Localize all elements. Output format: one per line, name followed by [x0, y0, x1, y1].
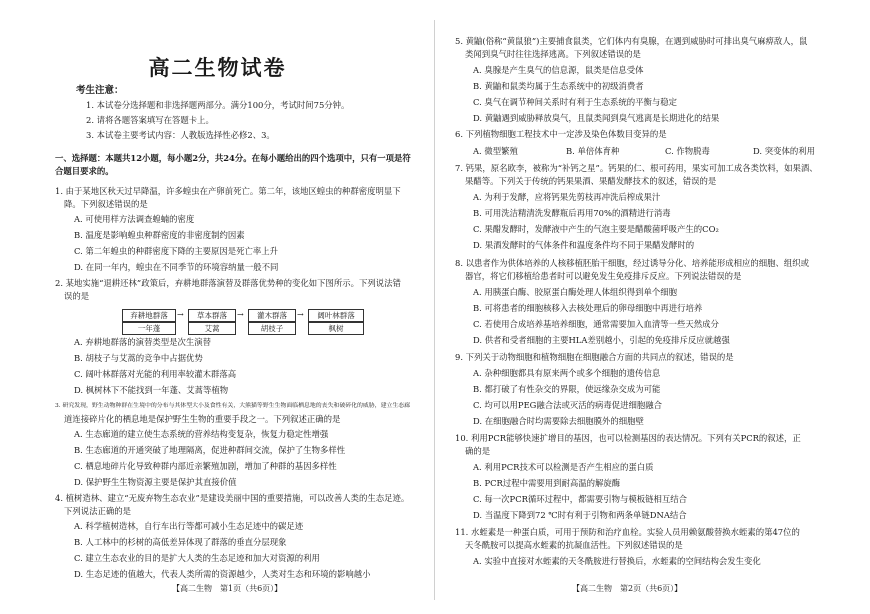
q6-option: A. 微型繁殖 — [473, 146, 518, 156]
q7-option: A. 为利于发酵，应将钙果先剪枝再冲洗后榨成果汁 — [473, 192, 661, 202]
exam-title: 高二生物试卷 — [148, 55, 287, 80]
section-heading: 合题目要求的。 — [55, 166, 114, 176]
q7-stem: 果醋等。下列关于传统的钙果果酒、果醋发酵技术的叙述，错误的是 — [465, 176, 717, 186]
dominant-species-box: 枫树 — [308, 322, 364, 335]
q9-option: D. 在细胞融合时均需要除去细胞膜外的细胞壁 — [473, 416, 644, 426]
q8-stem: 8. 以患者作为供体培养的人核移植胚胎干细胞，经过诱导分化、培养能形成相应的细胞、组织或 — [455, 258, 810, 268]
q6-option: B. 单倍体育种 — [566, 146, 620, 156]
q5-option: D. 黄鼬遇到威胁释放臭气，且鼠类闻到臭气逃离是长期进化的结果 — [473, 113, 720, 123]
q9-option: A. 杂种细胞都具有原来两个或多个细胞的遗传信息 — [473, 368, 661, 378]
q11-stem: 天冬酰胺可以提高水蛭素的抗凝血活性。下列叙述错误的是 — [465, 540, 683, 550]
q3-option: D. 保护野生生物资源主要是保护其直接价值 — [74, 477, 237, 487]
q11-stem: 11. 水蛭素是一种蛋白质，可用于预防和治疗血栓。实验人员用赖氨酸替换水蛭素的第47位的 — [455, 527, 800, 537]
q9-option: B. 都打破了有性杂交的界限，使远缘杂交成为可能 — [473, 384, 661, 394]
q11-option: A. 实验中直接对水蛭素的天冬酰胺进行替换后，水蛭素的空间结构会发生变化 — [473, 556, 761, 566]
arrow-icon: → — [297, 310, 304, 319]
q1-option: C. 第二年蝗虫的种群密度下降的主要原因是死亡率上升 — [74, 246, 279, 256]
q6-option: C. 作物脱毒 — [665, 146, 710, 156]
q1-stem: 1. 由于某地区秋天过早降温，许多蝗虫在产卵前死亡。第二年，该地区蝗虫的种群密度明显下 — [55, 186, 401, 196]
dominant-species-box: 胡枝子 — [248, 322, 296, 335]
q10-option: C. 每一次PCR循环过程中，都需要引物与模板链相互结合 — [473, 494, 688, 504]
q3-stem: 道连接碎片化的栖息地是保护野生生物的重要手段之一。下列叙述正确的是 — [64, 414, 341, 424]
arrow-icon: → — [237, 310, 244, 319]
q1-option: A. 可使用样方法调查蝗蝻的密度 — [74, 214, 195, 224]
q7-option: B. 可用洗洁精清洗发酵瓶后再用70%的酒精进行消毒 — [473, 208, 671, 218]
page-footer: 【高二生物 第2页（共6页）】 — [572, 584, 683, 593]
q2-stem: 2. 某地实施“退耕还林”政策后，弃耕地群落演替及群落优势种的变化如下图所示。下列说法错 — [55, 278, 401, 288]
q4-option: D. 生态足迹的值越大，代表人类所需的资源越少，人类对生态和环境的影响越小 — [74, 569, 371, 579]
q10-option: A. 利用PCR技术可以检测是否产生相应的蛋白质 — [473, 462, 654, 472]
q8-option: A. 用胰蛋白酶、胶原蛋白酶处理人体组织得到单个细胞 — [473, 287, 677, 297]
notice-item: 3. 本试卷主要考试内容：人教版选择性必修2、3。 — [86, 130, 275, 140]
q5-option: B. 黄鼬和鼠类均属于生态系统中的初级消费者 — [473, 81, 644, 91]
q1-stem: 降。下列叙述错误的是 — [64, 199, 148, 209]
arrow-icon: → — [177, 310, 184, 319]
q8-option: B. 可将患者的细胞核移入去核处理后的卵母细胞中再进行培养 — [473, 303, 703, 313]
q10-option: D. 当温度下降到72 ℃时有利于引物和两条单链DNA结合 — [473, 510, 687, 520]
q5-option: A. 臭腺是产生臭气的信息源，鼠类是信息受体 — [473, 65, 644, 75]
q1-option: B. 温度是影响蝗虫种群密度的非密度制约因素 — [74, 230, 245, 240]
q3-option: C. 栖息地碎片化导致种群内部近亲繁殖加剧，增加了种群的基因多样性 — [74, 461, 337, 471]
q4-option: A. 科学植树造林，自行车出行等都可减小生态足迹中的碳足迹 — [74, 521, 304, 531]
q10-stem: 10. 利用PCR能够快速扩增目的基因，也可以检测基因的表达情况。下列有关PCR的叙述，正 — [455, 433, 801, 443]
stage-box: 灌木群落 — [248, 309, 296, 322]
q2-stem: 误的是 — [64, 291, 90, 301]
q7-option: D. 果酒发酵时的气体条件和温度条件均不同于果醋发酵时的 — [473, 240, 695, 250]
q4-stem: 下列说法正确的是 — [64, 506, 131, 516]
q4-option: B. 人工林中的杉树的高低差异体现了群落的垂直分层现象 — [74, 537, 287, 547]
q5-stem: 5. 黄鼬(俗称“黄鼠狼”)主要捕食鼠类，它们体内有臭腺，在遇到威胁时可排出臭气麻痹敌人，鼠 — [455, 36, 808, 46]
q4-stem: 4. 植树造林、建立“无废弃物生态农业”是建设美丽中国的重要措施，可以改善人类的生态足迹。 — [55, 493, 410, 503]
notice-item: 1. 本试卷分选择题和非选择题两部分。满分100分，考试时间75分钟。 — [86, 100, 350, 110]
stage-box: 阔叶林群落 — [308, 309, 364, 322]
q6-stem: 6. 下列植物细胞工程技术中一定涉及染色体数目变异的是 — [455, 129, 667, 139]
stage-box: 弃耕地群落 — [122, 309, 176, 322]
q3-option: B. 生态廊道的开通突破了地理隔离，促进种群间交流，保护了生物多样性 — [74, 445, 346, 455]
dominant-species-box: 艾蒿 — [188, 322, 236, 335]
q2-option: D. 枫树林下不能找到一年蓬、艾蒿等植物 — [74, 385, 229, 395]
section-heading: 一、选择题：本题共12小题，每小题2分，共24分。在每小题给出的四个选项中，只有一项是符 — [55, 153, 411, 163]
q5-option: C. 臭气在调节种间关系时有利于生态系统的平衡与稳定 — [473, 97, 678, 107]
q6-option: D. 突变体的利用 — [753, 146, 815, 156]
q8-option: D. 供者和受者细胞的主要HLA差别越小，引起的免疫排斥反应就越强 — [473, 335, 730, 345]
notice-heading: 考生注意： — [76, 85, 124, 96]
stage-box: 草本群落 — [188, 309, 236, 322]
q10-stem: 确的是 — [465, 446, 491, 456]
q2-option: A. 弃耕地群落的演替类型是次生演替 — [74, 337, 211, 347]
q9-stem: 9. 下列关于动物细胞和植物细胞在细胞融合方面的共同点的叙述，错误的是 — [455, 352, 734, 362]
q4-option: C. 建立生态农业的目的是扩大人类的生态足迹和加大对资源的利用 — [74, 553, 320, 563]
q8-option: C. 若使用合成培养基培养细胞，通常需要加入血清等一些天然成分 — [473, 319, 719, 329]
q3-option: A. 生态廊道的建立使生态系统的营养结构变复杂，恢复力稳定性增强 — [74, 429, 329, 439]
page-right — [435, 0, 870, 614]
q1-option: D. 在同一年内，蝗虫在不同季节的环境容纳量一般不同 — [74, 262, 279, 272]
q7-stem: 7. 钙果，原名欧李，被称为“补钙之星”。钙果的仁、根可药用，果实可加工成各类饮料，如果酒、 — [455, 163, 818, 173]
q9-option: C. 均可以用PEG融合法或灭活的病毒促进细胞融合 — [473, 400, 662, 410]
dominant-species-box: 一年蓬 — [122, 322, 176, 335]
q7-option: C. 果醋发酵时，发酵液中产生的气泡主要是醋酸菌呼吸产生的CO₂ — [473, 224, 719, 234]
q8-stem: 器官，将它们移植给患者时可以避免发生免疫排斥反应。下列说法错误的是 — [465, 271, 742, 281]
q10-option: B. PCR过程中需要用到耐高温的解旋酶 — [473, 478, 621, 488]
notice-item: 2. 请将各题答案填写在答题卡上。 — [86, 115, 214, 125]
q5-stem: 类闻到臭气时往往选择逃离。下列叙述错误的是 — [465, 49, 641, 59]
page-footer: 【高二生物 第1页（共6页）】 — [172, 584, 283, 593]
q3-stem: 3. 研究发现，野生动物种群在生境中的分布与其体型大小及食性有关，大熊猫等野生生物面临栖息地的丧失和破碎化的威胁，建立生态廊 — [55, 403, 411, 409]
q2-option: B. 胡枝子与艾蒿的竞争中占据优势 — [74, 353, 203, 363]
q2-option: C. 阔叶林群落对光能的利用率较灌木群落高 — [74, 369, 237, 379]
